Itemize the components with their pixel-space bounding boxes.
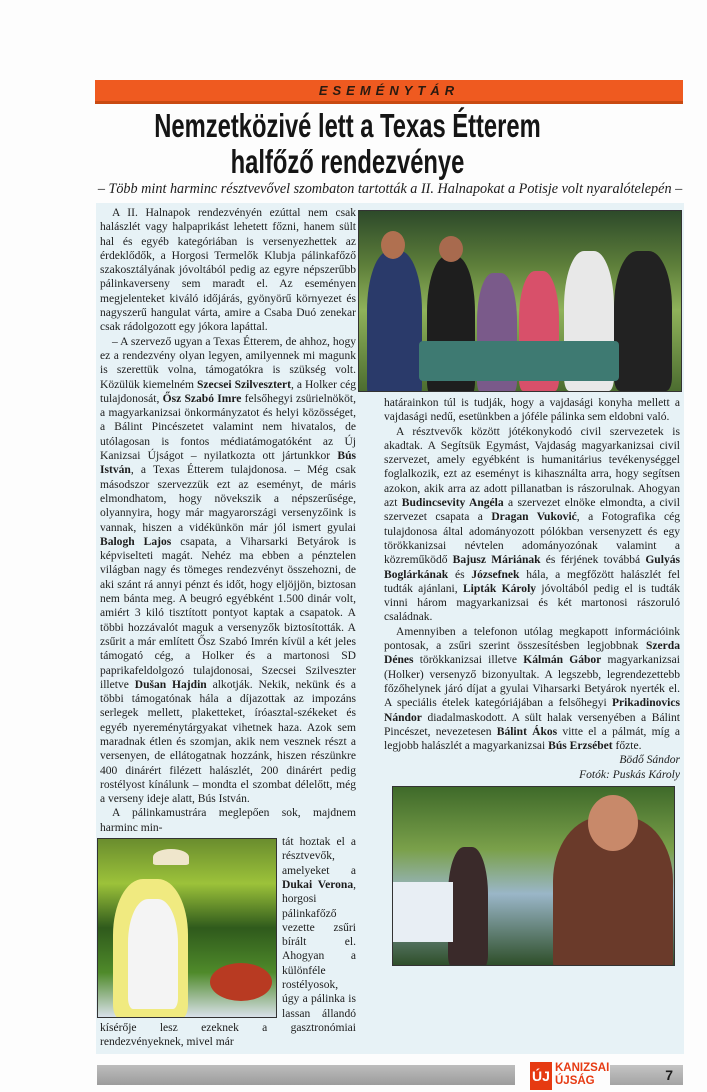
paragraph: [384, 625, 680, 754]
photo-man-with-fish: [392, 786, 675, 966]
bold-name: Józsefnek: [471, 568, 520, 581]
headline-line-1: Nemzetközivé lett a Texas Étterem: [154, 107, 541, 144]
body-text: – A szervező ugyan a Texas Étterem, de ahhoz, hogy ez a rendezvény olyan legyen, amilyennek mi magunk is szerettük volna, támogatókra is szükség volt. Közülük kiemelném: [100, 335, 356, 391]
left-column: [100, 206, 356, 1050]
body-text: törökkanizsai illetve: [413, 654, 524, 667]
page-footer: [96, 1062, 684, 1092]
section-banner: [95, 80, 683, 104]
footer-bar: [97, 1065, 515, 1085]
bold-name: Kálmán Gábor: [523, 654, 602, 667]
bold-name: Prikadinovics Nándor: [384, 697, 680, 724]
page-number-box: [610, 1065, 683, 1085]
bold-name: Dukai Verona: [282, 878, 354, 891]
bold-name: Bajusz Máriának: [452, 554, 541, 567]
bold-name: Dragan Vuković: [491, 511, 577, 524]
right-column: [358, 206, 682, 966]
bold-name: Bálint Ákos: [496, 725, 558, 738]
paragraph: [384, 396, 680, 425]
right-column-text: [384, 396, 680, 753]
bold-name: Dušan Hajdin: [134, 678, 207, 691]
bold-name: Bús Erzsébet: [548, 740, 613, 753]
publication-logo: [530, 1061, 610, 1090]
body-text: felsőhegyi zsürielnököt, a magyarkanizsai önkormányzatot és helyi közösséget, a Bálint Pincészetet valamint nem hivatalos, de utólagosan is fontos médiatámogatóként az Új Kanizsai Újságot – nyilatkozta ott jártunkkor: [100, 392, 357, 463]
body-text: vitte el a pálmát, míg a legjobb halászlét a magyarkanizsai: [384, 725, 680, 753]
paragraph: [100, 806, 356, 835]
bold-name: Gulyás Boglárkának: [384, 554, 680, 581]
subtitle: – Több mint harminc résztvevővel szombaton tartották a II. Halnapokat a Potisje volt nyaralótelepén –: [97, 181, 683, 197]
body-text: tát hoztak el a résztvevők, amelyeket a: [282, 836, 356, 877]
logo-text-line-1: KANIZSAI: [555, 1061, 610, 1074]
photo-credit: Fotók: Puskás Károly: [579, 768, 680, 781]
bold-name: Budincsevity Angéla: [401, 497, 504, 510]
body-text: , a Holker cég tulajdonosát,: [100, 378, 357, 405]
body-text: , a Texas Étterem tulajdonosa. – Még csak másodszor szervezzük ezt az eseményt, de máris elmondhatom, hogy növekszik a népszerűsége, olyannyira, hogy már magyarországi versenyzőink is vannak, hiszen a vidékünkön már jól ismert gyulai: [100, 464, 356, 534]
photo-group-of-participants: [358, 210, 682, 392]
body-text: , horgosi pálinkafőző vezette zsűri bírált el. Ahogyan a különféle rostélyosok, úgy a pálinka is lassan állandó kísérője lesz ezeknek a gasztronómiai rendezvényeknek, mivel már: [100, 878, 356, 1049]
body-text: A II. Halnapok rendezvényén ezúttal nem csak halászlét vagy halpaprikást lehetett főzni, hanem sült hal és egyéb kategóriában is versenyezhettek az érdeklődők, a Horgosi Termelők Klubja pálinkafőző szakosztályának jóvoltából pedig az egyre népszerűbb pálinkaverseny sem maradt el. Az eseményen megjelenteket kiváló időjárás, gyönyörű környezet és nagyszerű hangulat várta, amire a Csaba Duó zenekar csak rádolgozott egy jókora lapáttal.: [100, 207, 356, 334]
body-text: és: [448, 568, 472, 581]
body-text: diadalmaskodott. A sült halak versenyében a Bálint Pincészet, nevezetesen: [384, 711, 680, 738]
body-text: alkotják. Nekik, nekünk és a többi támogatónak hála a díjazottak az impozáns serlegek mellett, plaketteket, íróasztal-székeket és egyéb nyereménytárgyakat vihetnek haza. Azok sem maradnak étlen és szomjan, akik nem vesznek részt a versenyen, de ellátogatnak hozzánk, hiszen részünkre 400 dinárért filézett halászlét, 200 dinárért pedig rostélyost kínálunk – mondta el szombat délelőtt, még a verseny ideje alatt, Bús István.: [100, 678, 356, 806]
page-number: 7: [665, 1066, 673, 1083]
bold-name: Balogh Lajos: [100, 535, 172, 548]
body-text: csapata, a Viharsarki Betyárok is képviselteti magát. Nehéz ma ebben a pénztelen világban nagy és tömeges rendezvényt összehozni, de aki szánt rá annyi pénzt és időt, hogy eljöjjön, biztosan nem bánta meg. A beugró egyébként 1.500 dinár volt, amiért 3 kiló tisztított pontyot kaptak a csapatok. A többi hozzávalót maguk a versenyzők biztosították. A zsűrit a már említett Ősz Szabó Imrén kívül a két jeles támogató cég, a Holker és a martonosi SD paprikafeldolgozó tulajdonosai, Szecsei Szilveszter illetve: [100, 535, 356, 691]
photo-man-preparing-fish: [97, 838, 277, 1018]
paragraph: [100, 206, 356, 335]
logo-mark: ÚJ: [530, 1062, 552, 1090]
article-background: [96, 203, 684, 1054]
paragraph: [384, 425, 680, 625]
byline: [384, 753, 680, 782]
body-text: magyarkanizsai (Holker) versenyző bizonyultak. A legszebb, legrendezettebb főzőhelynek járó díjat a gyulai Viharsarki Betyárok nyerték el. A speciális ételek kategóriájában a felsőhegyi: [384, 654, 680, 710]
bold-name: Bús István: [100, 450, 356, 477]
logo-text-line-2: ÚJSÁG: [555, 1074, 595, 1087]
body-text: A pálinkamustrára meglepően sok, majdnem harminc min-: [100, 807, 356, 834]
paragraph: [100, 335, 356, 807]
body-text: , a Fotografika cég tulajdonosa által adományozott pólókban versenyzett és egy törökkanizsai névtelen adományozónak valamint a közreműködő: [384, 511, 680, 567]
body-text: A résztvevők között jótékonykodó civil szervezetek is akadtak. A Segítsük Egymást, Vajdaság magyarkanizsai civil szervezet, amely egyébként is humanitárius tevékenységgel foglalkozik, ezt az eseményt is kihasználta arra, hogy segítsen azokon, akik arra az adott pillanatban is rászorulnak. Ahogyan azt: [384, 425, 680, 510]
bold-name: Szecsei Szilvesztert: [197, 378, 292, 391]
body-text: Amennyiben a telefonon utólag megkapott információink pontosak, a zsűri szerint összesítésben legjobbnak: [384, 625, 680, 653]
body-text: a szervezet elnöke elmondta, a civil szervezet csapata a: [384, 497, 680, 524]
article-area: [96, 203, 684, 1092]
body-text: főzte.: [612, 740, 642, 753]
body-text: és férjének továbbá: [540, 554, 646, 567]
body-text: hála, a megfőzött halászlét fel tudták ajánlani,: [384, 568, 680, 595]
body-text: jóvoltából pedig el is tudták vinni három magyarkanizsai és két martonosi rászoruló családnak.: [384, 582, 681, 624]
headline-line-2: halfőző rendezvénye: [230, 143, 465, 180]
author-name: Bödő Sándor: [619, 754, 680, 767]
left-column-text: [100, 206, 356, 835]
body-text: határainkon túl is tudják, hogy a vajdasági konyha mellett a vajdasági nedű, esetünkben a jóféle pálinka sem eldobni való.: [384, 397, 680, 424]
bold-name: Szerda Dénes: [384, 640, 680, 667]
bold-name: Lipták Károly: [462, 582, 537, 595]
bold-name: Ősz Szabó Imre: [162, 392, 242, 405]
section-label: ESEMÉNYTÁR: [318, 83, 460, 98]
